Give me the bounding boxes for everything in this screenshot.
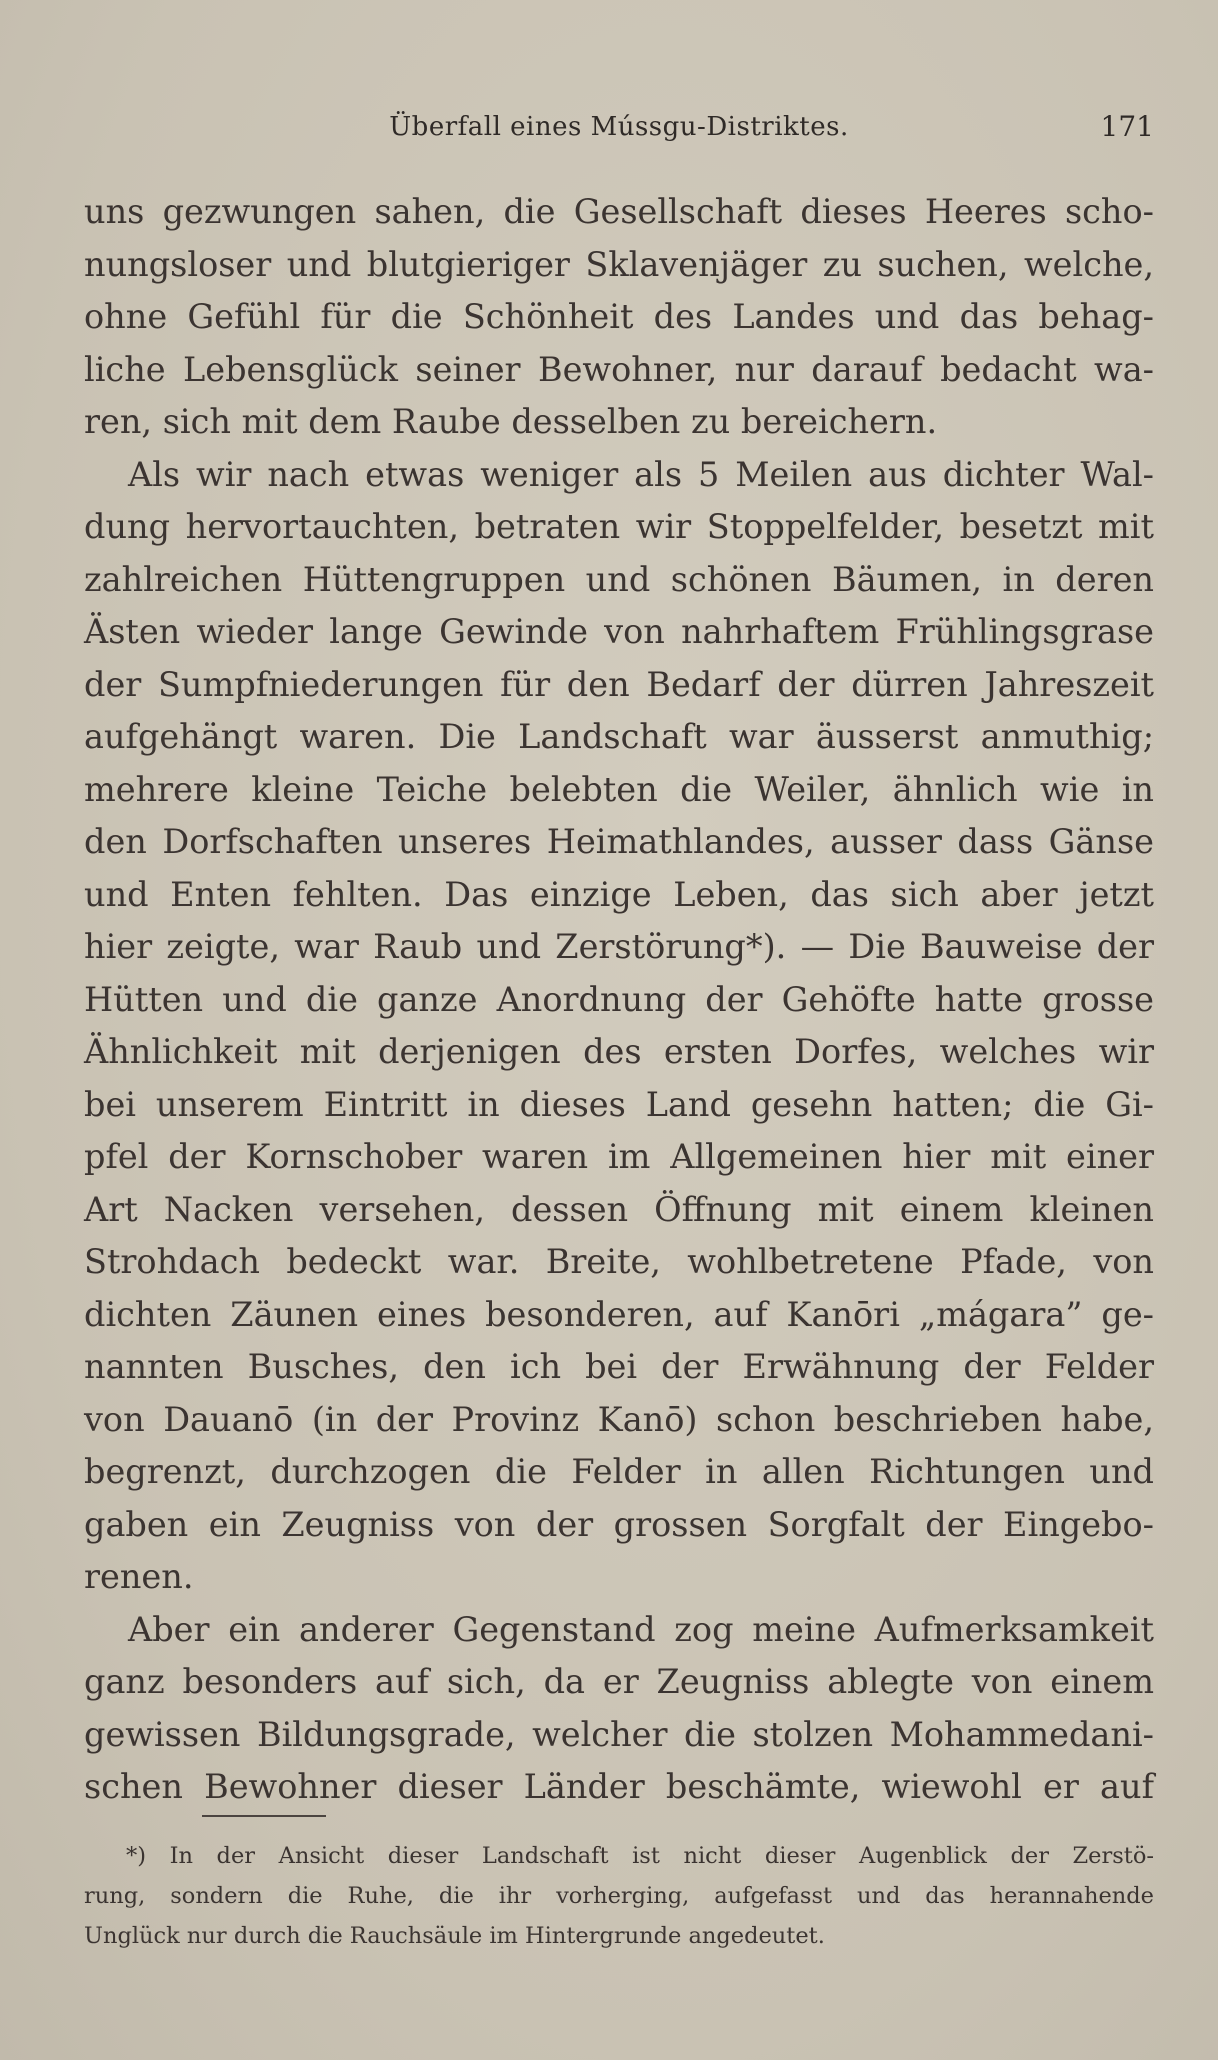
footnote-line: Unglück nur durch die Rauchsäule im Hintergrunde angedeutet. (84, 1923, 825, 1949)
text-line: hier zeigte, war Raub und Zerstörung*). — Die Bauweise der (84, 927, 1154, 966)
text-line: zahlreichen Hüttengruppen und schönen Bäumen, in deren (84, 559, 1154, 599)
text-line: von Dauanō (in der Provinz Kanō) schon beschrieben habe, (84, 1399, 1154, 1439)
footnote-line: rung, sondern die Ruhe, die ihr vorherging, aufgefasst und das herannahende (84, 1883, 1154, 1909)
text-line: liche Lebensglück seiner Bewohner, nur darauf bedacht wa- (84, 349, 1154, 389)
text-line: Ähnlichkeit mit derjenigen des ersten Dorfes, welches wir (84, 1032, 1154, 1071)
text-line: dung hervortauchten, betraten wir Stoppelfelder, besetzt mit (84, 507, 1154, 546)
page-header (84, 112, 1154, 152)
text-line: bei unserem Eintritt in dieses Land gesehn hatten; die Gi- (84, 1084, 1154, 1124)
running-head: Überfall eines Mússgu-Distriktes. (389, 112, 849, 142)
text-line: nannten Busches, den ich bei der Erwähnung der Felder (84, 1347, 1154, 1386)
text-line: Aber ein anderer Gegenstand zog meine Aufmerksamkeit (128, 1609, 1154, 1649)
text-line: Strohdach bedeckt war. Breite, wohlbetretene Pfade, von (84, 1242, 1154, 1281)
text-line: den Dorfschaften unseres Heimathlandes, ausser dass Gänse (84, 822, 1154, 861)
text-line: aufgehängt waren. Die Landschaft war äusserst anmuthig; (84, 717, 1154, 756)
text-line: ren, sich mit dem Raube desselben zu bereichern. (84, 402, 938, 441)
text-line: der Sumpfniederungen für den Bedarf der dürren Jahreszeit (84, 664, 1154, 704)
body-text (84, 186, 1154, 1814)
text-line: und Enten fehlten. Das einzige Leben, das sich aber jetzt (84, 874, 1154, 914)
text-line: Ästen wieder lange Gewinde von nahrhaftem Frühlingsgrase (84, 612, 1154, 651)
text-line: ganz besonders auf sich, da er Zeugniss ablegte von einem (84, 1662, 1154, 1701)
page-number: 171 (1100, 110, 1154, 143)
text-line: uns gezwungen sahen, die Gesellschaft dieses Heeres scho- (84, 192, 1154, 231)
text-line: dichten Zäunen eines besonderen, auf Kanōri „mágara” ge- (84, 1294, 1154, 1334)
text-line: ohne Gefühl für die Schönheit des Landes und das behag- (84, 297, 1154, 336)
text-line: schen Bewohner dieser Länder beschämte, wiewohl er auf (84, 1767, 1154, 1806)
text-line: begrenzt, durchzogen die Felder in allen Richtungen und (84, 1452, 1154, 1491)
text-line: mehrere kleine Teiche belebten die Weiler, ähnlich wie in (84, 769, 1154, 809)
footnote-rule (202, 1815, 326, 1817)
text-line: Als wir nach etwas weniger als 5 Meilen aus dichter Wal- (128, 454, 1154, 494)
text-line: nungsloser und blutgieriger Sklavenjäger zu suchen, welche, (84, 244, 1154, 284)
text-line: Hütten und die ganze Anordnung der Gehöfte hatte grosse (84, 979, 1154, 1019)
footnote-line: *) In der Ansicht dieser Landschaft ist nicht dieser Augenblick der Zerstö- (126, 1843, 1154, 1869)
text-line: Art Nacken versehen, dessen Öffnung mit einem kleinen (84, 1189, 1154, 1229)
text-line: gewissen Bildungsgrade, welcher die stolzen Mohammedani- (84, 1714, 1154, 1754)
text-line: gaben ein Zeugniss von der grossen Sorgfalt der Eingebo- (84, 1504, 1154, 1544)
footnote (84, 1836, 1154, 1956)
text-line: renen. (84, 1557, 194, 1596)
text-line: pfel der Kornschober waren im Allgemeinen hier mit einer (84, 1137, 1154, 1176)
